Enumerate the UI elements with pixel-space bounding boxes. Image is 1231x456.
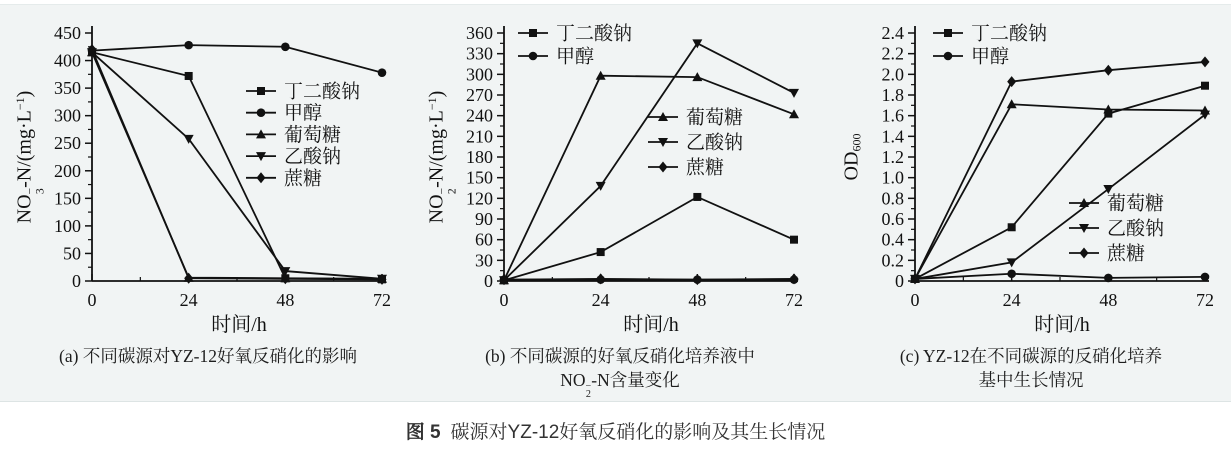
square-marker-icon [944, 29, 952, 37]
legend-label: 乙酸钠 [686, 132, 744, 154]
x-tick-label: 72 [1196, 290, 1214, 310]
y-tick-label: 0 [72, 271, 81, 291]
y-tick-label: 450 [54, 23, 81, 43]
square-marker-icon [1008, 223, 1016, 231]
square-marker-icon [529, 29, 537, 37]
legend-label: 丁二酸钠 [284, 81, 361, 103]
x-tick-label: 72 [785, 290, 803, 310]
chart-canvas-c [831, 5, 1231, 339]
x-axis-ticks [88, 274, 392, 336]
x-axis-label: 时间/h [1034, 314, 1090, 336]
series-square [911, 82, 1209, 283]
circle-marker-icon [257, 108, 266, 117]
caption-line: (c) YZ-12在不同碳源的反硝化培养 [899, 346, 1163, 366]
y-tick-label: 360 [466, 23, 493, 43]
legend-block [246, 81, 360, 190]
y-tick-label: 400 [54, 50, 81, 71]
y-tick-label: 60 [475, 229, 493, 250]
diamond-marker-icon [257, 172, 266, 183]
legend-label: 甲醇 [284, 103, 323, 125]
x-tick-label: 24 [1002, 290, 1021, 310]
y-axis-ticks [466, 23, 504, 291]
axes [915, 26, 1209, 281]
square-marker-icon [597, 248, 605, 256]
caption-line: NO − 2 -N含量变化 [560, 369, 680, 400]
diamond-marker-icon [184, 273, 193, 284]
figure-panel [0, 4, 1231, 402]
legend-block [933, 23, 1047, 68]
legend-label: 葡萄糖 [1107, 193, 1165, 215]
series-circle [88, 41, 387, 77]
legend-block [518, 23, 632, 68]
x-tick-label: 72 [373, 290, 391, 310]
legend-block [1069, 193, 1164, 265]
square-marker-icon [1201, 82, 1209, 90]
series-triangle-up [499, 71, 799, 285]
y-tick-label: 150 [466, 167, 493, 188]
caption-line: (a) 不同碳源对YZ-12好氧反硝化的影响 [59, 346, 357, 366]
y-tick-label: 1.0 [881, 167, 904, 188]
y-tick-label: 0.8 [881, 188, 904, 209]
square-marker-icon [185, 72, 193, 80]
chart-caption-b [420, 345, 820, 399]
y-tick-label: 50 [63, 243, 81, 264]
caption-line: (b) 不同碳源的好氧反硝化培养液中 [485, 346, 755, 366]
y-axis-ticks [54, 23, 92, 291]
y-tick-label: 330 [466, 43, 493, 64]
y-tick-label: 2.4 [881, 23, 904, 43]
y-tick-label: 240 [466, 105, 493, 126]
chart-b [420, 5, 820, 399]
y-tick-label: 2.2 [881, 43, 904, 64]
figure-number: 图 5 [405, 422, 441, 443]
square-marker-icon [693, 193, 701, 201]
diamond-marker-icon [1104, 65, 1113, 76]
y-axis-label: $OD_{600}$ [840, 133, 864, 181]
y-tick-label: 300 [54, 105, 81, 126]
x-tick-label: 24 [179, 290, 198, 310]
legend-label: 蔗糖 [686, 157, 725, 179]
x-tick-label: 48 [1099, 290, 1118, 310]
legend-label: 葡萄糖 [284, 124, 342, 146]
y-tick-label: 0.4 [881, 229, 904, 250]
legend-label: 葡萄糖 [686, 107, 744, 129]
chart-caption-a [8, 345, 408, 369]
diamond-marker-icon [790, 273, 799, 284]
y-tick-label: 1.4 [881, 126, 904, 147]
circle-marker-icon [378, 68, 387, 77]
x-axis-label: 时间/h [623, 314, 679, 336]
y-tick-label: 180 [466, 147, 493, 167]
y-tick-label: 300 [466, 64, 493, 85]
circle-marker-icon [184, 41, 193, 50]
diamond-marker-icon [1080, 248, 1089, 259]
circle-marker-icon [1007, 269, 1016, 278]
circle-marker-icon [281, 42, 290, 51]
circle-marker-icon [944, 52, 953, 61]
y-tick-label: 100 [54, 215, 81, 236]
x-axis-ticks [500, 274, 804, 336]
circle-marker-icon [1104, 274, 1113, 283]
y-tick-label: 2.0 [881, 64, 904, 85]
y-tick-label: 0.2 [881, 250, 904, 271]
y-tick-label: 150 [54, 188, 81, 209]
y-tick-label: 200 [54, 160, 81, 181]
x-axis-ticks [911, 274, 1215, 336]
legend-label: 蔗糖 [1107, 243, 1146, 265]
legend-label: 蔗糖 [284, 168, 323, 190]
series-square [500, 193, 798, 284]
y-tick-label: 90 [475, 209, 493, 229]
y-tick-label: 210 [466, 126, 493, 147]
legend-label: 丁二酸钠 [556, 23, 633, 45]
y-tick-label: 350 [54, 78, 81, 99]
legend-block [648, 107, 743, 179]
triangle-down-marker-icon [789, 89, 799, 98]
chart-a [8, 5, 408, 369]
series-diamond [88, 44, 387, 285]
y-tick-label: 1.2 [881, 147, 904, 167]
diamond-marker-icon [1007, 76, 1016, 87]
circle-marker-icon [1201, 273, 1210, 282]
y-tick-label: 270 [466, 85, 493, 105]
x-tick-label: 0 [499, 290, 509, 310]
diamond-marker-icon [1201, 56, 1210, 67]
chart-canvas-b [420, 5, 820, 339]
y-tick-label: 250 [54, 133, 81, 154]
x-tick-label: 24 [591, 290, 610, 310]
legend-label: 乙酸钠 [284, 146, 342, 168]
series-diamond [500, 273, 799, 285]
y-axis-ticks [882, 23, 916, 291]
x-tick-label: 0 [87, 290, 97, 310]
y-tick-label: 30 [475, 250, 493, 271]
chart-canvas-a [8, 5, 408, 339]
diamond-marker-icon [693, 274, 702, 285]
y-axis-label: NO − 3 $-N/(mg\cdot L^{-1})$ [12, 90, 47, 224]
legend-label: 丁二酸钠 [971, 23, 1048, 45]
figure-title-text: 碳源对YZ-12好氧反硝化的影响及其生长情况 [450, 422, 826, 443]
y-tick-label: 0 [895, 271, 904, 291]
chart-c [831, 5, 1231, 392]
y-tick-label: 0 [484, 271, 493, 291]
square-marker-icon [257, 87, 265, 95]
caption-line: 基中生长情况 [978, 369, 1084, 390]
x-axis-label: 时间/h [211, 314, 267, 336]
diamond-marker-icon [659, 162, 668, 173]
y-tick-label: 0.6 [881, 209, 904, 229]
x-tick-label: 48 [276, 290, 295, 310]
chart-caption-c [831, 345, 1231, 392]
axes [504, 26, 798, 281]
legend-label: 甲醇 [971, 46, 1010, 68]
series-triangle-up [910, 99, 1210, 283]
legend-label: 乙酸钠 [1107, 218, 1165, 240]
diamond-marker-icon [596, 273, 605, 284]
x-tick-label: 0 [910, 290, 920, 310]
x-tick-label: 48 [688, 290, 707, 310]
circle-marker-icon [529, 52, 538, 61]
y-tick-label: 1.6 [881, 105, 904, 126]
figure-title [0, 417, 1231, 444]
y-tick-label: 1.8 [881, 85, 904, 105]
legend-label: 甲醇 [556, 46, 595, 68]
square-marker-icon [790, 236, 798, 244]
y-tick-label: 120 [466, 188, 493, 209]
y-axis-label: NO − 2 $-N/(mg\cdot L^{-1})$ [424, 90, 459, 224]
